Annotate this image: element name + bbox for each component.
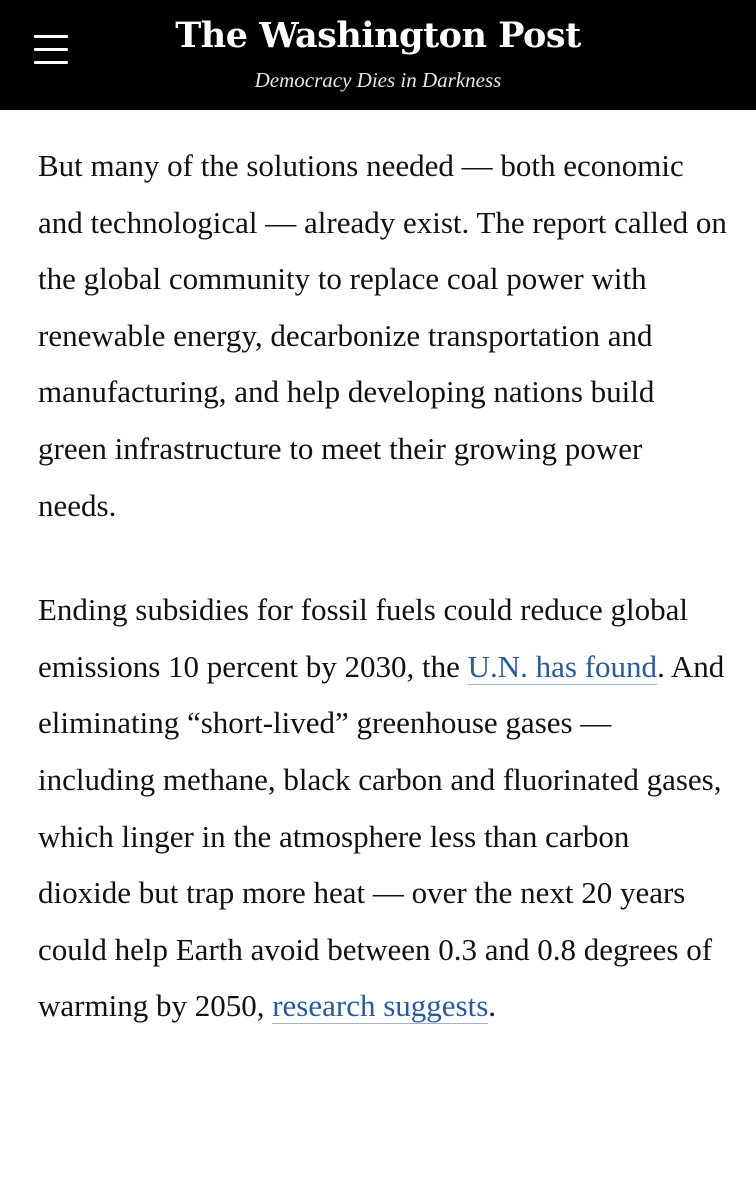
masthead-logo[interactable]: The Washington Post	[175, 15, 581, 56]
article-paragraph-2	[38, 582, 728, 1035]
un-has-found-link[interactable]: U.N. has found	[467, 648, 658, 684]
menu-bar	[34, 35, 68, 38]
hamburger-menu-icon[interactable]	[28, 30, 72, 70]
paragraph-text: Ending subsidies for fossil fuels could reduce global emissions 10 percent by 2030, the	[38, 592, 689, 684]
tagline: Democracy Dies in Darkness	[254, 68, 502, 92]
article-paragraph-1: But many of the solutions needed — both economic and technological — already exist. The report called on the global community to replace coal power with renewable energy, decarbonize transportation and manufacturing, and help developing nations build green infrastructure to meet their growing power needs.	[38, 148, 727, 523]
research-suggests-link[interactable]: research suggests	[272, 988, 489, 1024]
article-body	[38, 138, 728, 1035]
paragraph-text: .	[488, 988, 497, 1024]
menu-bar	[34, 48, 68, 51]
menu-bar	[34, 61, 68, 64]
paragraph-text: . And eliminating “short-lived” greenhouse gases — including methane, black carbon and fluorinated gases, which linger in the atmosphere less than carbon dioxide but trap more heat — over the next 20 years could help Earth avoid between 0.3 and 0.8 degrees of warming by 2050,	[38, 648, 725, 1024]
site-header	[0, 0, 756, 110]
